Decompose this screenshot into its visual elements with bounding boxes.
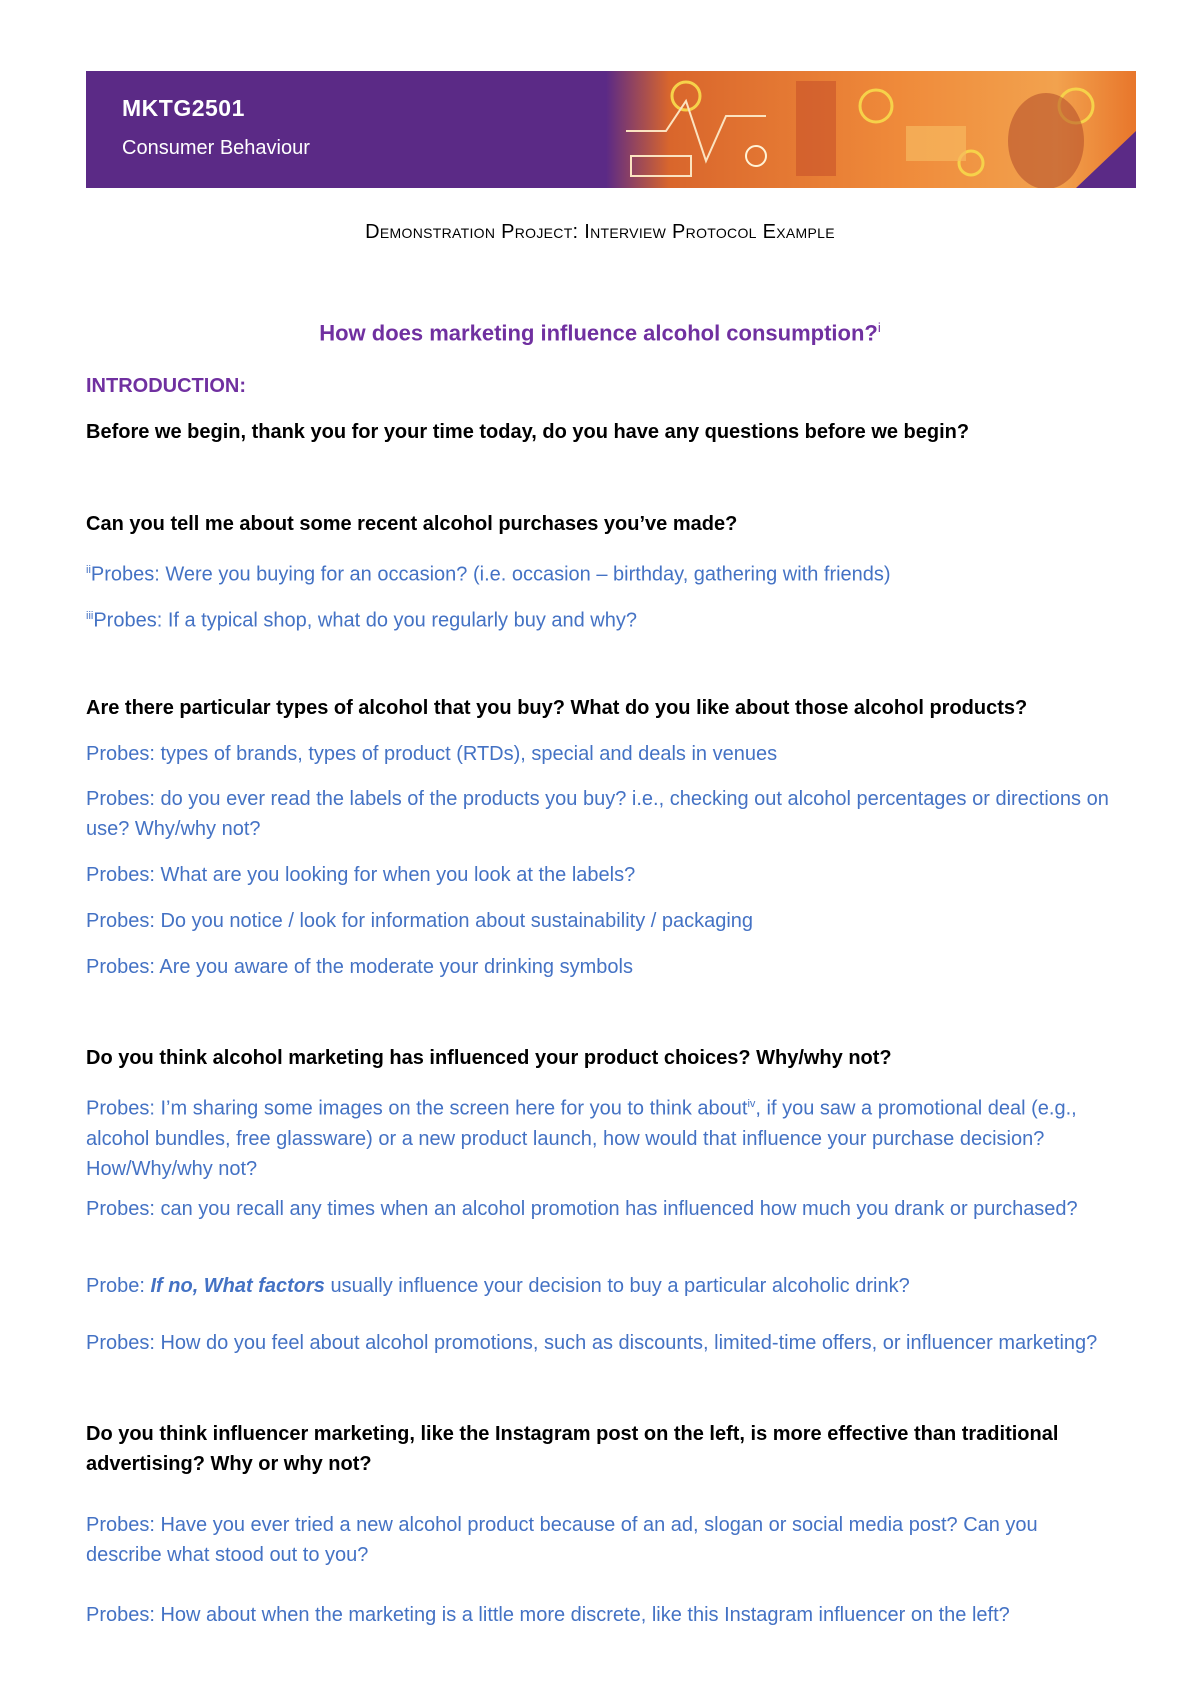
question-influencer-marketing: Do you think influencer marketing, like the Instagram post on the left, is more effective than traditional advertising? Why or why not? <box>86 1423 1059 1475</box>
probe-emphasis: If no, What factors <box>150 1275 325 1297</box>
probe-item <box>86 1089 1116 1184</box>
question-recent-purchases: Can you tell me about some recent alcohol purchases you’ve made? <box>86 513 738 535</box>
question-alcohol-types: Are there particular types of alcohol that you buy? What do you like about those alcohol products? <box>86 697 1028 719</box>
probe-item: Probes: What are you looking for when you look at the labels? <box>86 864 636 886</box>
main-question-text: How does marketing influence alcohol consumption? <box>319 320 878 346</box>
course-name: Consumer Behaviour <box>122 137 310 159</box>
main-question <box>0 320 1200 346</box>
probe-item: Probes: How about when the marketing is a little more discrete, like this Instagram influencer on the left? <box>86 1604 1010 1626</box>
document-title: Demonstration Project: Interview Protocol Example <box>365 221 835 243</box>
probe-item: Probes: can you recall any times when an alcohol promotion has influenced how much you drank or purchased? <box>86 1198 1078 1220</box>
probe-text: usually influence your decision to buy a particular alcoholic drink? <box>324 1275 910 1297</box>
course-code: MKTG2501 <box>122 95 245 121</box>
endnote-marker: iii <box>86 610 94 622</box>
probe-item: Probes: How do you feel about alcohol promotions, such as discounts, limited-time offers, or influencer marketing? <box>86 1332 1098 1354</box>
probe-item: Probes: Have you ever tried a new alcohol product because of an ad, slogan or social media post? Can you describe what stood out to you? <box>86 1514 1038 1566</box>
probe-item <box>86 1271 1116 1301</box>
course-banner <box>86 71 1136 188</box>
probe-text: Probe: <box>86 1275 151 1297</box>
endnote-marker: i <box>877 320 881 335</box>
probe-item <box>86 555 1116 590</box>
probe-text: Probes: I’m sharing some images on the screen here for you to think about <box>86 1097 748 1120</box>
endnote-marker: ii <box>86 564 91 576</box>
probe-item: Probes: Are you aware of the moderate your drinking symbols <box>86 956 633 978</box>
probe-text: Probes: Were you buying for an occasion? (i.e. occasion – birthday, gathering with friends) <box>90 563 891 586</box>
intro-text: Before we begin, thank you for your time today, do you have any questions before we begin? <box>86 421 970 443</box>
endnote-marker: iv <box>747 1098 756 1110</box>
probe-text: Probes: If a typical shop, what do you regularly buy and why? <box>93 609 637 632</box>
question-marketing-influence: Do you think alcohol marketing has influenced your product choices? Why/why not? <box>86 1047 892 1069</box>
probe-item: Probes: do you ever read the labels of the products you buy? i.e., checking out alcohol percentages or directions on use? Why/why not? <box>86 788 1109 840</box>
probe-text: , if you saw a promotional deal (e.g., alcohol bundles, free glassware) or a new product launch, how would that influence your purchase decision? How/Why/why not? <box>86 1097 1077 1180</box>
probe-item: Probes: Do you notice / look for information about sustainability / packaging <box>86 910 754 932</box>
banner-illustration <box>606 71 1136 188</box>
probe-item <box>86 601 1116 636</box>
intro-heading: INTRODUCTION: <box>86 375 246 397</box>
probe-item: Probes: types of brands, types of product (RTDs), special and deals in venues <box>86 743 778 765</box>
